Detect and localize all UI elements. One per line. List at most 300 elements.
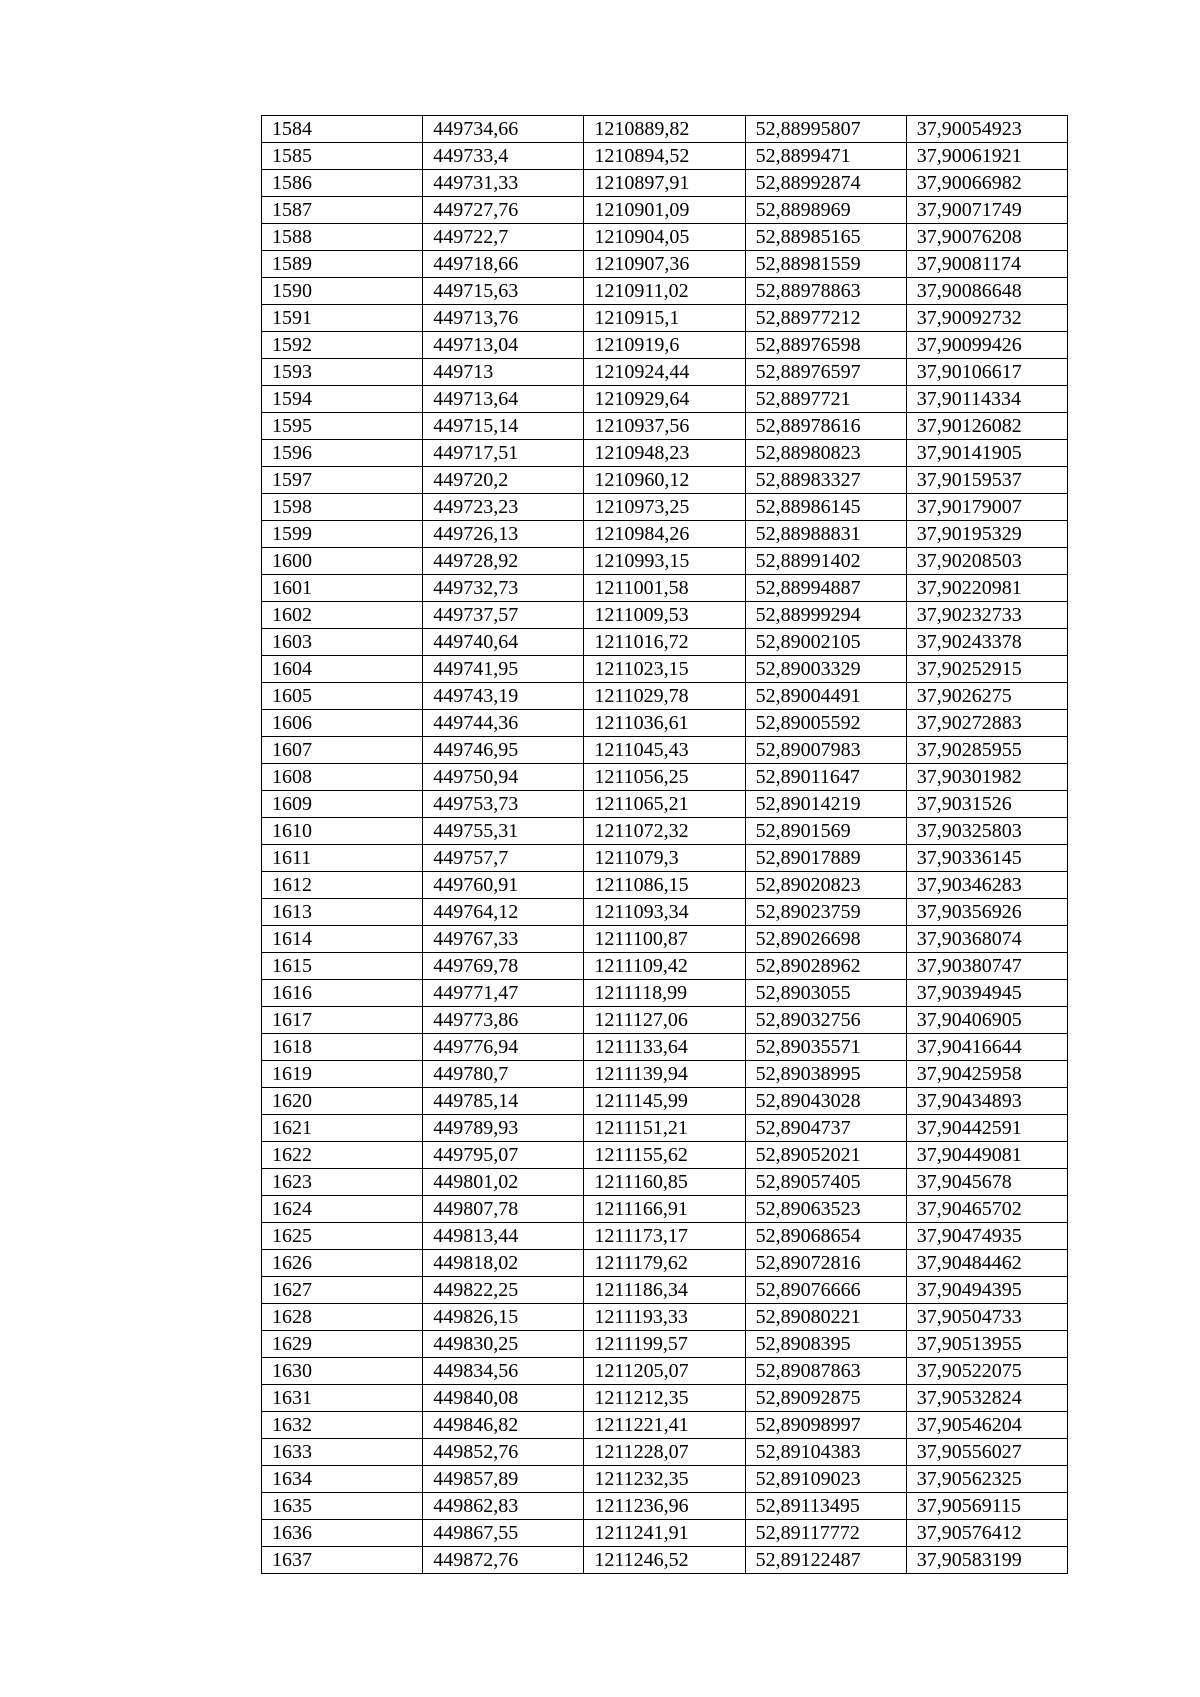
point-number-cell: 1630	[262, 1358, 423, 1385]
y-coordinate-cell: 1211221,41	[584, 1412, 745, 1439]
table-row	[262, 278, 1068, 305]
table-row	[262, 224, 1068, 251]
longitude-cell: 37,90159537	[906, 467, 1067, 494]
longitude-cell: 37,90569115	[906, 1493, 1067, 1520]
point-number-cell: 1589	[262, 251, 423, 278]
y-coordinate-cell: 1211145,99	[584, 1088, 745, 1115]
point-number-cell: 1614	[262, 926, 423, 953]
y-coordinate-cell: 1211236,96	[584, 1493, 745, 1520]
y-coordinate-cell: 1211036,61	[584, 710, 745, 737]
table-row	[262, 1223, 1068, 1250]
latitude-cell: 52,89122487	[745, 1547, 906, 1574]
longitude-cell: 37,90346283	[906, 872, 1067, 899]
longitude-cell: 37,90368074	[906, 926, 1067, 953]
point-number-cell: 1595	[262, 413, 423, 440]
latitude-cell: 52,89014219	[745, 791, 906, 818]
table-row	[262, 683, 1068, 710]
point-number-cell: 1608	[262, 764, 423, 791]
point-number-cell: 1637	[262, 1547, 423, 1574]
table-row	[262, 467, 1068, 494]
latitude-cell: 52,89038995	[745, 1061, 906, 1088]
y-coordinate-cell: 1211029,78	[584, 683, 745, 710]
x-coordinate-cell: 449720,2	[423, 467, 584, 494]
table-row	[262, 1466, 1068, 1493]
y-coordinate-cell: 1211045,43	[584, 737, 745, 764]
point-number-cell: 1596	[262, 440, 423, 467]
longitude-cell: 37,90336145	[906, 845, 1067, 872]
latitude-cell: 52,89113495	[745, 1493, 906, 1520]
latitude-cell: 52,8897721	[745, 386, 906, 413]
x-coordinate-cell: 449743,19	[423, 683, 584, 710]
x-coordinate-cell: 449867,55	[423, 1520, 584, 1547]
longitude-cell: 37,90208503	[906, 548, 1067, 575]
x-coordinate-cell: 449744,36	[423, 710, 584, 737]
point-number-cell: 1587	[262, 197, 423, 224]
x-coordinate-cell: 449826,15	[423, 1304, 584, 1331]
point-number-cell: 1629	[262, 1331, 423, 1358]
longitude-cell: 37,90356926	[906, 899, 1067, 926]
longitude-cell: 37,90325803	[906, 818, 1067, 845]
point-number-cell: 1606	[262, 710, 423, 737]
point-number-cell: 1616	[262, 980, 423, 1007]
x-coordinate-cell: 449795,07	[423, 1142, 584, 1169]
x-coordinate-cell: 449727,76	[423, 197, 584, 224]
longitude-cell: 37,90394945	[906, 980, 1067, 1007]
point-number-cell: 1604	[262, 656, 423, 683]
longitude-cell: 37,90195329	[906, 521, 1067, 548]
x-coordinate-cell: 449813,44	[423, 1223, 584, 1250]
y-coordinate-cell: 1210993,15	[584, 548, 745, 575]
latitude-cell: 52,8898969	[745, 197, 906, 224]
longitude-cell: 37,90449081	[906, 1142, 1067, 1169]
table-row	[262, 629, 1068, 656]
point-number-cell: 1612	[262, 872, 423, 899]
y-coordinate-cell: 1211199,57	[584, 1331, 745, 1358]
y-coordinate-cell: 1211023,15	[584, 656, 745, 683]
y-coordinate-cell: 1210901,09	[584, 197, 745, 224]
latitude-cell: 52,89011647	[745, 764, 906, 791]
x-coordinate-cell: 449734,66	[423, 116, 584, 143]
table-row	[262, 1439, 1068, 1466]
y-coordinate-cell: 1210948,23	[584, 440, 745, 467]
latitude-cell: 52,8908395	[745, 1331, 906, 1358]
latitude-cell: 52,89003329	[745, 656, 906, 683]
x-coordinate-cell: 449830,25	[423, 1331, 584, 1358]
point-number-cell: 1593	[262, 359, 423, 386]
table-row	[262, 359, 1068, 386]
latitude-cell: 52,88988831	[745, 521, 906, 548]
y-coordinate-cell: 1211100,87	[584, 926, 745, 953]
longitude-cell: 37,90465702	[906, 1196, 1067, 1223]
table-row	[262, 413, 1068, 440]
x-coordinate-cell: 449789,93	[423, 1115, 584, 1142]
point-number-cell: 1599	[262, 521, 423, 548]
point-number-cell: 1591	[262, 305, 423, 332]
latitude-cell: 52,88983327	[745, 467, 906, 494]
latitude-cell: 52,89098997	[745, 1412, 906, 1439]
x-coordinate-cell: 449740,64	[423, 629, 584, 656]
x-coordinate-cell: 449713	[423, 359, 584, 386]
longitude-cell: 37,90442591	[906, 1115, 1067, 1142]
table-row	[262, 494, 1068, 521]
table-row	[262, 197, 1068, 224]
table-row	[262, 656, 1068, 683]
point-number-cell: 1621	[262, 1115, 423, 1142]
longitude-cell: 37,90081174	[906, 251, 1067, 278]
latitude-cell: 52,8899471	[745, 143, 906, 170]
longitude-cell: 37,90252915	[906, 656, 1067, 683]
table-row	[262, 1520, 1068, 1547]
longitude-cell: 37,9026275	[906, 683, 1067, 710]
longitude-cell: 37,90484462	[906, 1250, 1067, 1277]
longitude-cell: 37,90086648	[906, 278, 1067, 305]
y-coordinate-cell: 1211109,42	[584, 953, 745, 980]
y-coordinate-cell: 1211118,99	[584, 980, 745, 1007]
point-number-cell: 1592	[262, 332, 423, 359]
point-number-cell: 1590	[262, 278, 423, 305]
latitude-cell: 52,88986145	[745, 494, 906, 521]
table-row	[262, 548, 1068, 575]
longitude-cell: 37,90522075	[906, 1358, 1067, 1385]
table-row	[262, 1196, 1068, 1223]
y-coordinate-cell: 1210984,26	[584, 521, 745, 548]
longitude-cell: 37,90556027	[906, 1439, 1067, 1466]
point-number-cell: 1601	[262, 575, 423, 602]
point-number-cell: 1635	[262, 1493, 423, 1520]
x-coordinate-cell: 449834,56	[423, 1358, 584, 1385]
point-number-cell: 1611	[262, 845, 423, 872]
table-row	[262, 170, 1068, 197]
x-coordinate-cell: 449780,7	[423, 1061, 584, 1088]
table-row	[262, 1412, 1068, 1439]
y-coordinate-cell: 1211086,15	[584, 872, 745, 899]
y-coordinate-cell: 1211166,91	[584, 1196, 745, 1223]
x-coordinate-cell: 449760,91	[423, 872, 584, 899]
latitude-cell: 52,88995807	[745, 116, 906, 143]
longitude-cell: 37,90434893	[906, 1088, 1067, 1115]
longitude-cell: 37,90504733	[906, 1304, 1067, 1331]
y-coordinate-cell: 1211179,62	[584, 1250, 745, 1277]
longitude-cell: 37,90474935	[906, 1223, 1067, 1250]
latitude-cell: 52,88978616	[745, 413, 906, 440]
latitude-cell: 52,89017889	[745, 845, 906, 872]
latitude-cell: 52,88978863	[745, 278, 906, 305]
table-row	[262, 1331, 1068, 1358]
table-row	[262, 899, 1068, 926]
table-row	[262, 251, 1068, 278]
y-coordinate-cell: 1211016,72	[584, 629, 745, 656]
table-row	[262, 980, 1068, 1007]
x-coordinate-cell: 449746,95	[423, 737, 584, 764]
table-row	[262, 926, 1068, 953]
latitude-cell: 52,89109023	[745, 1466, 906, 1493]
y-coordinate-cell: 1211186,34	[584, 1277, 745, 1304]
table-row	[262, 1493, 1068, 1520]
y-coordinate-cell: 1211246,52	[584, 1547, 745, 1574]
point-number-cell: 1623	[262, 1169, 423, 1196]
table-row	[262, 845, 1068, 872]
point-number-cell: 1631	[262, 1385, 423, 1412]
table-row	[262, 1547, 1068, 1574]
x-coordinate-cell: 449840,08	[423, 1385, 584, 1412]
x-coordinate-cell: 449807,78	[423, 1196, 584, 1223]
x-coordinate-cell: 449801,02	[423, 1169, 584, 1196]
x-coordinate-cell: 449732,73	[423, 575, 584, 602]
x-coordinate-cell: 449726,13	[423, 521, 584, 548]
latitude-cell: 52,89052021	[745, 1142, 906, 1169]
y-coordinate-cell: 1211232,35	[584, 1466, 745, 1493]
latitude-cell: 52,89035571	[745, 1034, 906, 1061]
point-number-cell: 1617	[262, 1007, 423, 1034]
x-coordinate-cell: 449715,63	[423, 278, 584, 305]
point-number-cell: 1586	[262, 170, 423, 197]
latitude-cell: 52,88976597	[745, 359, 906, 386]
point-number-cell: 1619	[262, 1061, 423, 1088]
table-row	[262, 737, 1068, 764]
y-coordinate-cell: 1211212,35	[584, 1385, 745, 1412]
longitude-cell: 37,90061921	[906, 143, 1067, 170]
y-coordinate-cell: 1211127,06	[584, 1007, 745, 1034]
point-number-cell: 1603	[262, 629, 423, 656]
longitude-cell: 37,90179007	[906, 494, 1067, 521]
point-number-cell: 1600	[262, 548, 423, 575]
y-coordinate-cell: 1211228,07	[584, 1439, 745, 1466]
x-coordinate-cell: 449757,7	[423, 845, 584, 872]
latitude-cell: 52,89026698	[745, 926, 906, 953]
latitude-cell: 52,88981559	[745, 251, 906, 278]
y-coordinate-cell: 1210911,02	[584, 278, 745, 305]
point-number-cell: 1627	[262, 1277, 423, 1304]
y-coordinate-cell: 1211139,94	[584, 1061, 745, 1088]
latitude-cell: 52,8904737	[745, 1115, 906, 1142]
x-coordinate-cell: 449723,23	[423, 494, 584, 521]
x-coordinate-cell: 449771,47	[423, 980, 584, 1007]
latitude-cell: 52,89020823	[745, 872, 906, 899]
table-row	[262, 764, 1068, 791]
y-coordinate-cell: 1211093,34	[584, 899, 745, 926]
table-row	[262, 440, 1068, 467]
point-number-cell: 1634	[262, 1466, 423, 1493]
y-coordinate-cell: 1210904,05	[584, 224, 745, 251]
longitude-cell: 37,90576412	[906, 1520, 1067, 1547]
table-row	[262, 1169, 1068, 1196]
y-coordinate-cell: 1211151,21	[584, 1115, 745, 1142]
longitude-cell: 37,90066982	[906, 170, 1067, 197]
longitude-cell: 37,90106617	[906, 359, 1067, 386]
latitude-cell: 52,89092875	[745, 1385, 906, 1412]
latitude-cell: 52,89057405	[745, 1169, 906, 1196]
x-coordinate-cell: 449822,25	[423, 1277, 584, 1304]
y-coordinate-cell: 1211241,91	[584, 1520, 745, 1547]
table-row	[262, 872, 1068, 899]
longitude-cell: 37,90380747	[906, 953, 1067, 980]
latitude-cell: 52,89004491	[745, 683, 906, 710]
y-coordinate-cell: 1211065,21	[584, 791, 745, 818]
x-coordinate-cell: 449713,76	[423, 305, 584, 332]
x-coordinate-cell: 449767,33	[423, 926, 584, 953]
x-coordinate-cell: 449846,82	[423, 1412, 584, 1439]
x-coordinate-cell: 449769,78	[423, 953, 584, 980]
y-coordinate-cell: 1211205,07	[584, 1358, 745, 1385]
point-number-cell: 1607	[262, 737, 423, 764]
point-number-cell: 1633	[262, 1439, 423, 1466]
longitude-cell: 37,90232733	[906, 602, 1067, 629]
x-coordinate-cell: 449750,94	[423, 764, 584, 791]
y-coordinate-cell: 1210924,44	[584, 359, 745, 386]
latitude-cell: 52,89117772	[745, 1520, 906, 1547]
table-row	[262, 1277, 1068, 1304]
point-number-cell: 1584	[262, 116, 423, 143]
point-number-cell: 1636	[262, 1520, 423, 1547]
point-number-cell: 1626	[262, 1250, 423, 1277]
longitude-cell: 37,9031526	[906, 791, 1067, 818]
coordinates-table-body	[262, 116, 1068, 1574]
y-coordinate-cell: 1211173,17	[584, 1223, 745, 1250]
longitude-cell: 37,90301982	[906, 764, 1067, 791]
latitude-cell: 52,89005592	[745, 710, 906, 737]
longitude-cell: 37,90513955	[906, 1331, 1067, 1358]
latitude-cell: 52,89043028	[745, 1088, 906, 1115]
latitude-cell: 52,89023759	[745, 899, 906, 926]
x-coordinate-cell: 449741,95	[423, 656, 584, 683]
y-coordinate-cell: 1211133,64	[584, 1034, 745, 1061]
table-row	[262, 116, 1068, 143]
longitude-cell: 37,90546204	[906, 1412, 1067, 1439]
table-row	[262, 953, 1068, 980]
table-row	[262, 602, 1068, 629]
point-number-cell: 1625	[262, 1223, 423, 1250]
point-number-cell: 1585	[262, 143, 423, 170]
table-row	[262, 1115, 1068, 1142]
latitude-cell: 52,88992874	[745, 170, 906, 197]
longitude-cell: 37,90076208	[906, 224, 1067, 251]
x-coordinate-cell: 449731,33	[423, 170, 584, 197]
y-coordinate-cell: 1211001,58	[584, 575, 745, 602]
latitude-cell: 52,89104383	[745, 1439, 906, 1466]
point-number-cell: 1615	[262, 953, 423, 980]
x-coordinate-cell: 449713,04	[423, 332, 584, 359]
longitude-cell: 37,90054923	[906, 116, 1067, 143]
point-number-cell: 1628	[262, 1304, 423, 1331]
x-coordinate-cell: 449872,76	[423, 1547, 584, 1574]
latitude-cell: 52,88999294	[745, 602, 906, 629]
table-row	[262, 332, 1068, 359]
longitude-cell: 37,90425958	[906, 1061, 1067, 1088]
latitude-cell: 52,89087863	[745, 1358, 906, 1385]
x-coordinate-cell: 449717,51	[423, 440, 584, 467]
point-number-cell: 1620	[262, 1088, 423, 1115]
table-row	[262, 1061, 1068, 1088]
y-coordinate-cell: 1210919,6	[584, 332, 745, 359]
y-coordinate-cell: 1210907,36	[584, 251, 745, 278]
latitude-cell: 52,88980823	[745, 440, 906, 467]
y-coordinate-cell: 1210894,52	[584, 143, 745, 170]
latitude-cell: 52,89063523	[745, 1196, 906, 1223]
longitude-cell: 37,90126082	[906, 413, 1067, 440]
table-row	[262, 1007, 1068, 1034]
table-row	[262, 1385, 1068, 1412]
x-coordinate-cell: 449862,83	[423, 1493, 584, 1520]
x-coordinate-cell: 449764,12	[423, 899, 584, 926]
coordinates-table	[261, 115, 1068, 1574]
longitude-cell: 37,90532824	[906, 1385, 1067, 1412]
table-row	[262, 143, 1068, 170]
table-row	[262, 818, 1068, 845]
y-coordinate-cell: 1211009,53	[584, 602, 745, 629]
table-row	[262, 1034, 1068, 1061]
point-number-cell: 1602	[262, 602, 423, 629]
longitude-cell: 37,90583199	[906, 1547, 1067, 1574]
y-coordinate-cell: 1210915,1	[584, 305, 745, 332]
longitude-cell: 37,90114334	[906, 386, 1067, 413]
y-coordinate-cell: 1210937,56	[584, 413, 745, 440]
table-row	[262, 1142, 1068, 1169]
x-coordinate-cell: 449728,92	[423, 548, 584, 575]
latitude-cell: 52,88994887	[745, 575, 906, 602]
x-coordinate-cell: 449776,94	[423, 1034, 584, 1061]
table-row	[262, 1250, 1068, 1277]
latitude-cell: 52,89068654	[745, 1223, 906, 1250]
x-coordinate-cell: 449852,76	[423, 1439, 584, 1466]
longitude-cell: 37,90272883	[906, 710, 1067, 737]
table-row	[262, 521, 1068, 548]
table-row	[262, 1304, 1068, 1331]
y-coordinate-cell: 1211160,85	[584, 1169, 745, 1196]
table-row	[262, 1088, 1068, 1115]
x-coordinate-cell: 449715,14	[423, 413, 584, 440]
x-coordinate-cell: 449818,02	[423, 1250, 584, 1277]
y-coordinate-cell: 1210973,25	[584, 494, 745, 521]
latitude-cell: 52,89028962	[745, 953, 906, 980]
y-coordinate-cell: 1211072,32	[584, 818, 745, 845]
x-coordinate-cell: 449773,86	[423, 1007, 584, 1034]
point-number-cell: 1605	[262, 683, 423, 710]
latitude-cell: 52,88985165	[745, 224, 906, 251]
y-coordinate-cell: 1211155,62	[584, 1142, 745, 1169]
longitude-cell: 37,90071749	[906, 197, 1067, 224]
latitude-cell: 52,88977212	[745, 305, 906, 332]
longitude-cell: 37,90562325	[906, 1466, 1067, 1493]
x-coordinate-cell: 449722,7	[423, 224, 584, 251]
x-coordinate-cell: 449785,14	[423, 1088, 584, 1115]
point-number-cell: 1609	[262, 791, 423, 818]
longitude-cell: 37,90243378	[906, 629, 1067, 656]
latitude-cell: 52,88991402	[745, 548, 906, 575]
x-coordinate-cell: 449857,89	[423, 1466, 584, 1493]
y-coordinate-cell: 1210897,91	[584, 170, 745, 197]
point-number-cell: 1610	[262, 818, 423, 845]
longitude-cell: 37,90416644	[906, 1034, 1067, 1061]
table-row	[262, 710, 1068, 737]
point-number-cell: 1624	[262, 1196, 423, 1223]
point-number-cell: 1598	[262, 494, 423, 521]
point-number-cell: 1597	[262, 467, 423, 494]
point-number-cell: 1613	[262, 899, 423, 926]
y-coordinate-cell: 1211079,3	[584, 845, 745, 872]
latitude-cell: 52,88976598	[745, 332, 906, 359]
latitude-cell: 52,8901569	[745, 818, 906, 845]
longitude-cell: 37,90494395	[906, 1277, 1067, 1304]
latitude-cell: 52,89007983	[745, 737, 906, 764]
longitude-cell: 37,9045678	[906, 1169, 1067, 1196]
y-coordinate-cell: 1210889,82	[584, 116, 745, 143]
table-row	[262, 791, 1068, 818]
x-coordinate-cell: 449755,31	[423, 818, 584, 845]
x-coordinate-cell: 449753,73	[423, 791, 584, 818]
point-number-cell: 1588	[262, 224, 423, 251]
x-coordinate-cell: 449737,57	[423, 602, 584, 629]
longitude-cell: 37,90141905	[906, 440, 1067, 467]
